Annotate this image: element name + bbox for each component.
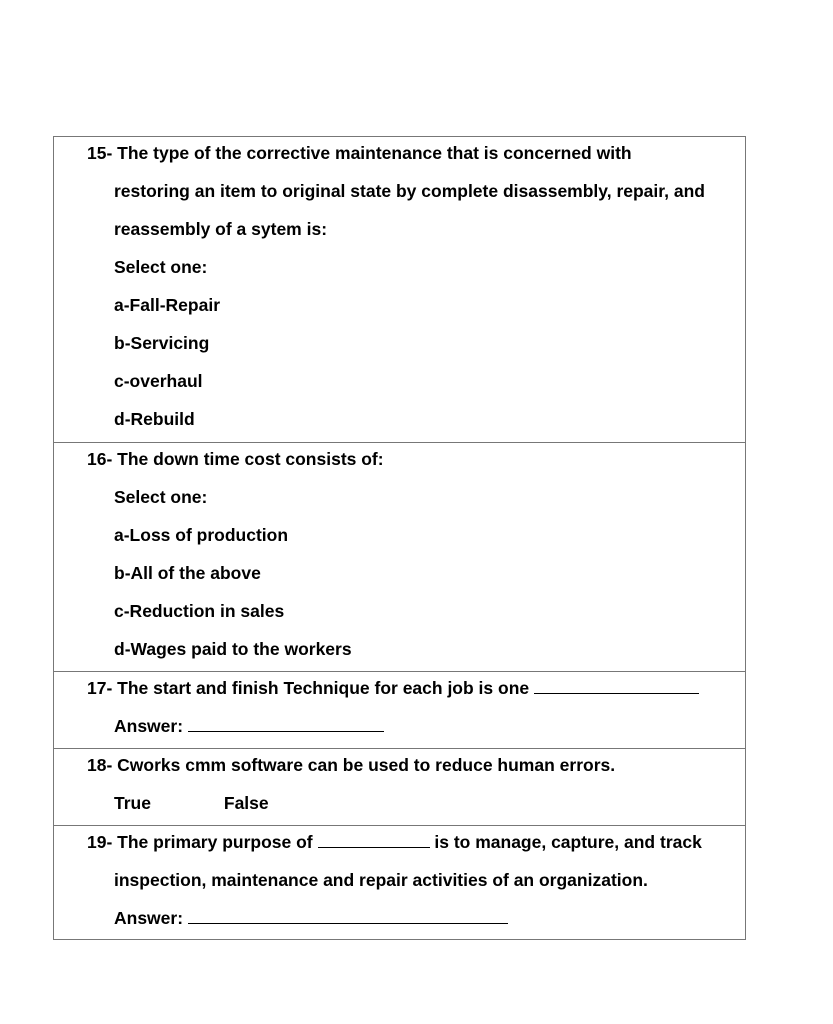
option-a[interactable]: a-Loss of production	[114, 525, 289, 545]
question-text: Cworks cmm software can be used to reduce human errors.	[117, 755, 616, 775]
question-15-line-2: restoring an item to original state by complete disassembly, repair, and	[114, 181, 705, 201]
question-number: 15-	[87, 143, 113, 163]
option-c[interactable]: c-Reduction in sales	[114, 601, 285, 621]
question-16	[54, 442, 745, 671]
question-text: The start and finish Technique for each job is one	[117, 678, 530, 698]
option-c[interactable]: c-overhaul	[114, 371, 203, 391]
question-18	[54, 748, 745, 825]
question-15	[54, 137, 745, 442]
question-19-line-2: inspection, maintenance and repair activities of an organization.	[114, 870, 648, 890]
question-16-line-1	[87, 445, 737, 483]
answer-row	[87, 712, 737, 750]
question-text-after: is to manage, capture, and track	[434, 832, 702, 852]
question-text: The down time cost consists of:	[117, 449, 384, 469]
answer-label: Answer:	[114, 908, 184, 928]
question-sheet	[53, 136, 746, 940]
question-number: 17-	[87, 678, 113, 698]
select-one-prompt: Select one:	[114, 257, 208, 277]
option-a[interactable]: a-Fall-Repair	[114, 295, 220, 315]
select-one-prompt: Select one:	[114, 487, 208, 507]
question-17-line-1	[87, 674, 737, 712]
false-option[interactable]: False	[223, 793, 269, 813]
question-number: 18-	[87, 755, 113, 775]
true-option[interactable]: True	[114, 793, 151, 813]
question-19-line-1	[87, 828, 737, 866]
question-18-line-1	[87, 751, 737, 789]
option-b[interactable]: b-All of the above	[114, 563, 261, 583]
question-number: 19-	[87, 832, 113, 852]
option-d[interactable]: d-Wages paid to the workers	[114, 639, 352, 659]
question-17	[54, 671, 745, 748]
answer-blank[interactable]	[188, 717, 384, 732]
answer-blank[interactable]	[188, 909, 508, 924]
question-text: The type of the corrective maintenance that is concerned with	[117, 143, 632, 163]
option-d[interactable]: d-Rebuild	[114, 409, 195, 429]
question-text-before: The primary purpose of	[117, 832, 313, 852]
question-15-line-1	[87, 139, 737, 177]
fill-in-blank[interactable]	[318, 833, 430, 848]
answer-label: Answer:	[114, 716, 184, 736]
question-15-line-3: reassembly of a sytem is:	[114, 219, 328, 239]
question-number: 16-	[87, 449, 113, 469]
question-19	[54, 825, 745, 939]
true-false-row	[87, 789, 737, 827]
answer-row	[87, 904, 737, 942]
option-b[interactable]: b-Servicing	[114, 333, 210, 353]
fill-in-blank[interactable]	[534, 679, 699, 694]
